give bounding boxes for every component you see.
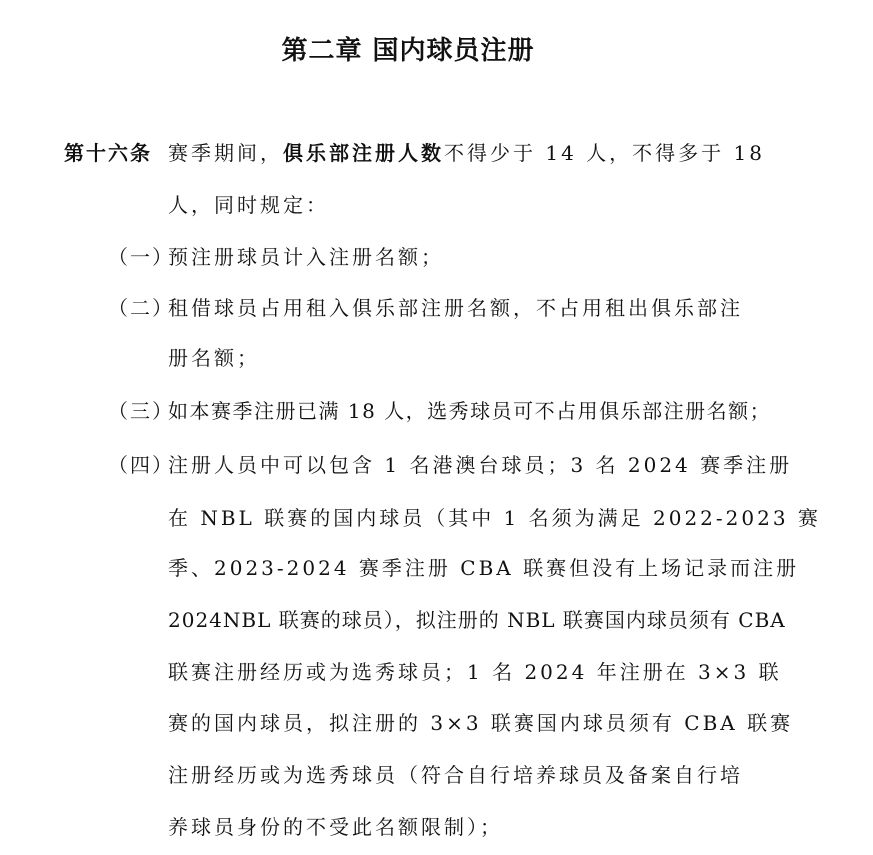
text: 赛季期间， <box>168 141 283 165</box>
article-line: 人，同时规定： <box>168 193 329 217</box>
item-line: 季、2023-2024 赛季注册 CBA 联赛但没有上场记录而注册 <box>168 556 800 580</box>
item-line: 养球员身份的不受此名额限制）； <box>168 815 503 839</box>
item-line: 租借球员占用租入俱乐部注册名额，不占用租出俱乐部注 <box>168 296 743 320</box>
item-line: 预注册球员计入注册名额； <box>168 245 444 269</box>
item-label: （二） <box>108 296 174 320</box>
item-line: 如本赛季注册已满 18 人，选秀球员可不占用俱乐部注册名额； <box>168 399 772 423</box>
item-line: 在 NBL 联赛的国内球员（其中 1 名须为满足 2022-2023 赛 <box>168 506 821 530</box>
article-label: 第十六条 <box>64 141 152 165</box>
chapter-title: 第二章 国内球员注册 <box>281 36 535 66</box>
item-line: 注册经历或为选秀球员（符合自行培养球员及备案自行培 <box>168 763 743 787</box>
article-line <box>168 141 765 165</box>
bold-text: 俱乐部注册人数 <box>283 141 444 165</box>
item-line: 册名额； <box>168 346 260 370</box>
item-line: 注册人员中可以包含 1 名港澳台球员；3 名 2024 赛季注册 <box>168 453 793 477</box>
item-line: 联赛注册经历或为选秀球员；1 名 2024 年注册在 3×3 联 <box>168 660 782 684</box>
item-line: 2024NBL 联赛的球员），拟注册的 NBL 联赛国内球员须有 CBA <box>168 608 786 632</box>
text: 不得少于 14 人，不得多于 18 <box>444 141 765 165</box>
item-label: （三） <box>108 399 174 423</box>
item-label: （一） <box>108 245 174 269</box>
item-line: 赛的国内球员，拟注册的 3×3 联赛国内球员须有 CBA 联赛 <box>168 711 794 735</box>
item-label: （四） <box>108 453 174 477</box>
